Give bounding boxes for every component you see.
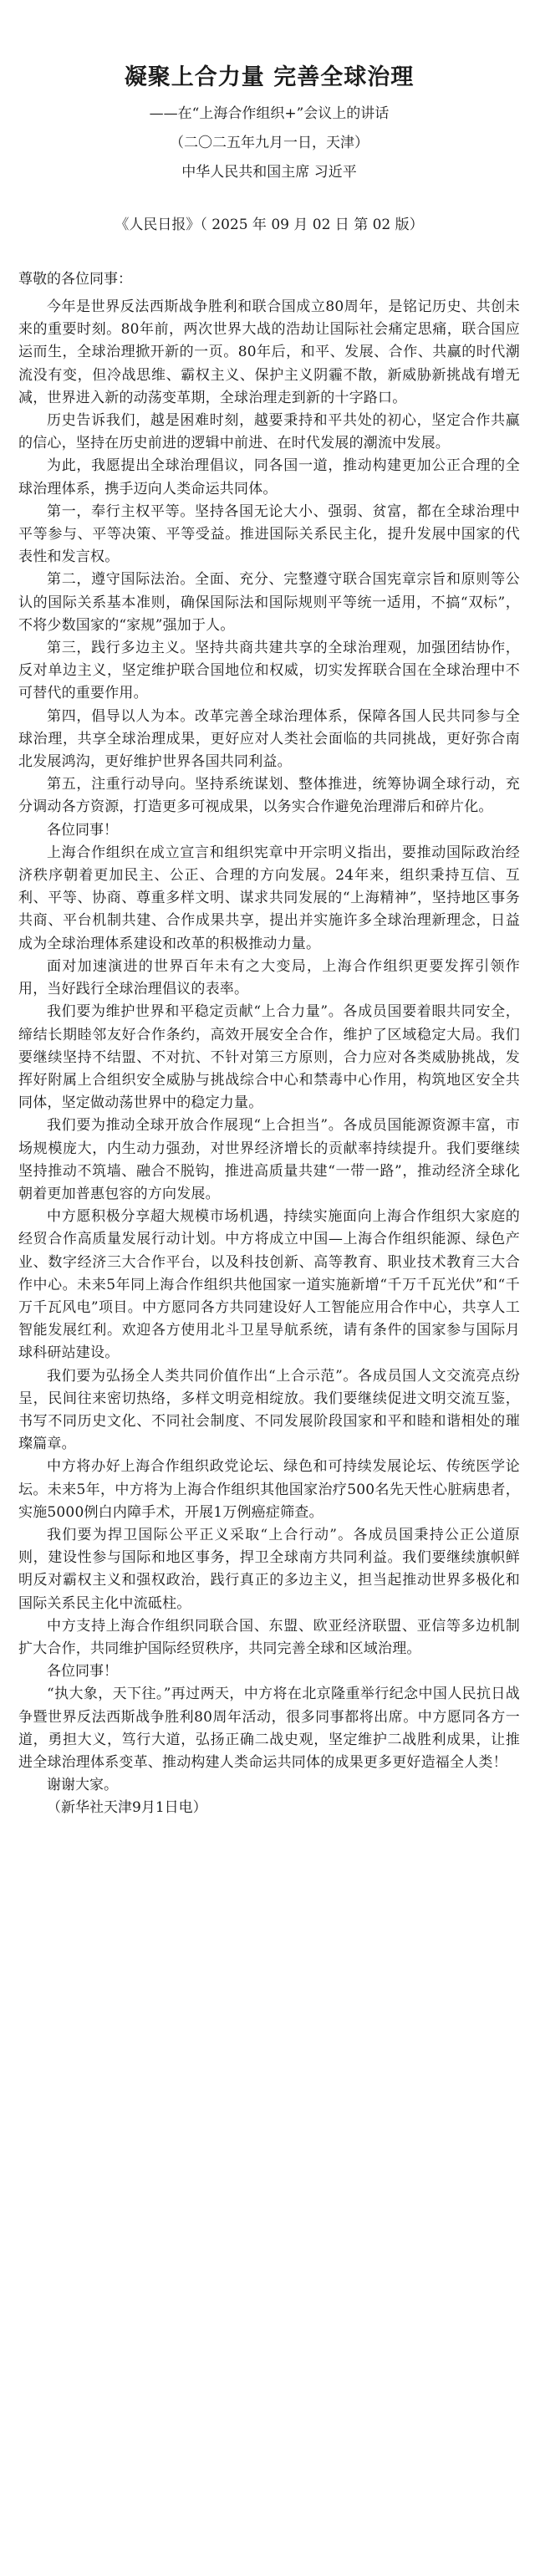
paragraph: 上海合作组织在成立宣言和组织宪章中开宗明义指出，要推动国际政治经济秩序朝着更加民主、公正、合理的方向发展。24年来，组织秉持互信、互利、平等、协商、尊重多样文明、谋求共同发展的“上海精神”，坚持地区事务共商、平台机制共建、合作成果共享，提出并实施许多全球治理新理念，日益成为全球治理体系建设和改革的积极推动力量。 xyxy=(18,844,520,952)
paragraph: 第四，倡导以人为本。改革完善全球治理体系，保障各国人民共同参与全球治理，共享全球治理成果，更好应对人类社会面临的共同挑战，更好弥合南北发展鸿沟，更好维护世界各国共同利益。 xyxy=(18,707,520,771)
speaker-line: 中华人民共和国主席 习近平 xyxy=(181,164,357,181)
paragraph: 为此，我愿提出全球治理倡议，同各国一道，推动构建更加公正合理的全球治理体系，携手迈向人类命运共同体。 xyxy=(18,457,520,497)
paragraph: 各位同事！ xyxy=(47,1663,118,1681)
date-place: （二〇二五年九月一日，天津） xyxy=(170,135,369,151)
article-title: 凝聚上合力量 完善全球治理 xyxy=(124,64,415,90)
paragraph: 我们要为弘扬全人类共同价值作出“上合示范”。各成员国人文交流亮点纷呈，民间往来密切热络，多样文明竞相绽放。我们要继续促进文明交流互鉴，书写不同历史文化、不同社会制度、不同发展阶段国家和平和睦和谐相处的璀璨篇章。 xyxy=(18,1367,520,1453)
paragraph: 各位同事！ xyxy=(47,821,118,839)
salutation: 尊敬的各位同事： xyxy=(18,271,132,288)
article-subtitle: ——在“上海合作组织+”会议上的讲话 xyxy=(149,105,390,122)
paragraph: （新华社天津9月1日电） xyxy=(47,1799,207,1817)
paragraph: 中方支持上海合作组织同联合国、东盟、欧亚经济联盟、亚信等多边机制扩大合作，共同维护国际经贸秩序，共同完善全球和区域治理。 xyxy=(18,1617,520,1657)
paragraph: 第一，奉行主权平等。坚持各国无论大小、强弱、贫富，都在全球治理中平等参与、平等决策、平等受益。推进国际关系民主化，提升发展中国家的代表性和发言权。 xyxy=(18,502,520,566)
paragraph: 我们要为推动全球开放合作展现“上合担当”。各成员国能源资源丰富，市场规模庞大，内生动力强劲，对世界经济增长的贡献率持续提升。我们要继续坚持推动不筑墙、融合不脱钩，推进高质量共建“一带一路”，推动经济全球化朝着更加普惠包容的方向发展。 xyxy=(18,1117,520,1202)
paragraph: 第三，践行多边主义。坚持共商共建共享的全球治理观，加强团结协作，反对单边主义，坚定维护联合国地位和权威，切实发挥联合国在全球治理中不可替代的重要作用。 xyxy=(18,640,520,702)
paragraph: 历史告诉我们，越是困难时刻，越要秉持和平共处的初心，坚定合作共赢的信心，坚持在历史前进的逻辑中前进、在时代发展的潮流中发展。 xyxy=(18,412,520,452)
article-body xyxy=(18,296,520,1820)
paragraph: 中方将办好上海合作组织政党论坛、绿色和可持续发展论坛、传统医学论坛。未来5年，中方将为上海合作组织其他国家治疗500名先天性心脏病患者，实施5000例白内障手术，开展1万例癌症筛查。 xyxy=(18,1458,520,1521)
paragraph: 我们要为维护世界和平稳定贡献“上合力量”。各成员国要着眼共同安全，缔结长期睦邻友好合作条约，高效开展安全合作，维护了区域稳定大局。我们要继续坚持不结盟、不对抗、不针对第三方原则，合力应对各类威胁挑战，发挥好附属上合组织安全威胁与挑战综合中心和禁毒中心作用，构筑地区安全共同体，坚定做动荡世界中的稳定力量。 xyxy=(18,1003,520,1112)
paragraph: 谢谢大家。 xyxy=(47,1777,118,1794)
paragraph: 今年是世界反法西斯战争胜利和联合国成立80周年，是铭记历史、共创未来的重要时刻。80年前，两次世界大战的浩劫让国际社会痛定思痛，联合国应运而生，全球治理掀开新的一页。80年后，和平、发展、合作、共赢的时代潮流没有变，但冷战思维、霸权主义、保护主义阴霾不散，新威胁新挑战有增无减，世界进入新的动荡变革期，全球治理走到新的十字路口。 xyxy=(18,298,520,406)
paragraph: 第二，遵守国际法治。全面、充分、完整遵守联合国宪章宗旨和原则等公认的国际关系基本准则，确保国际法和国际规则平等统一适用，不搞“双标”，不将少数国家的“家规”强加于人。 xyxy=(18,571,520,634)
paragraph: 第五，注重行动导向。坚持系统谋划、整体推进，统筹协调全球行动，充分调动各方资源，打造更多可视成果，以务实合作避免治理滞后和碎片化。 xyxy=(18,776,520,816)
paragraph: 我们要为捍卫国际公平正义采取“上合行动”。各成员国秉持公正公道原则，建设性参与国际和地区事务，捍卫全球南方共同利益。我们要继续旗帜鲜明反对霸权主义和强权政治，践行真正的多边主义，担当起推动世界多极化和国际关系民主化中流砥柱。 xyxy=(18,1526,520,1612)
paragraph: 中方愿积极分享超大规模市场机遇，持续实施面向上海合作组织大家庭的经贸合作高质量发展行动计划。中方将成立中国—上海合作组织能源、绿色产业、数字经济三大合作平台，以及科技创新、高等教育、职业技术教育三大合作中心。未来5年同上海合作组织共他国家一道实施新增“千万千瓦光伏”和“千万千瓦风电”项目。中方愿同各方共同建设好人工智能应用合作中心，共享人工智能发展红利。欢迎各方使用北斗卫星导航系统，请有条件的国家参与国际月球科研站建设。 xyxy=(18,1208,520,1362)
paragraph: “执大象，天下往。”再过两天，中方将在北京隆重举行纪念中国人民抗日战争暨世界反法西斯战争胜利80周年活动，很多同事都将出席。中方愿同各方一道，勇担大义，笃行大道，弘扬正确二战史观，坚定维护二战胜利成果，让推进全球治理体系变革、推动构建人类命运共同体的成果更多更好造福全人类！ xyxy=(18,1686,520,1771)
paragraph: 面对加速演进的世界百年未有之大变局，上海合作组织更要发挥引领作用，当好践行全球治理倡议的表率。 xyxy=(18,957,520,998)
source-line: 《人民日报》（ 2025 年 09 月 02 日 第 02 版） xyxy=(115,217,424,233)
